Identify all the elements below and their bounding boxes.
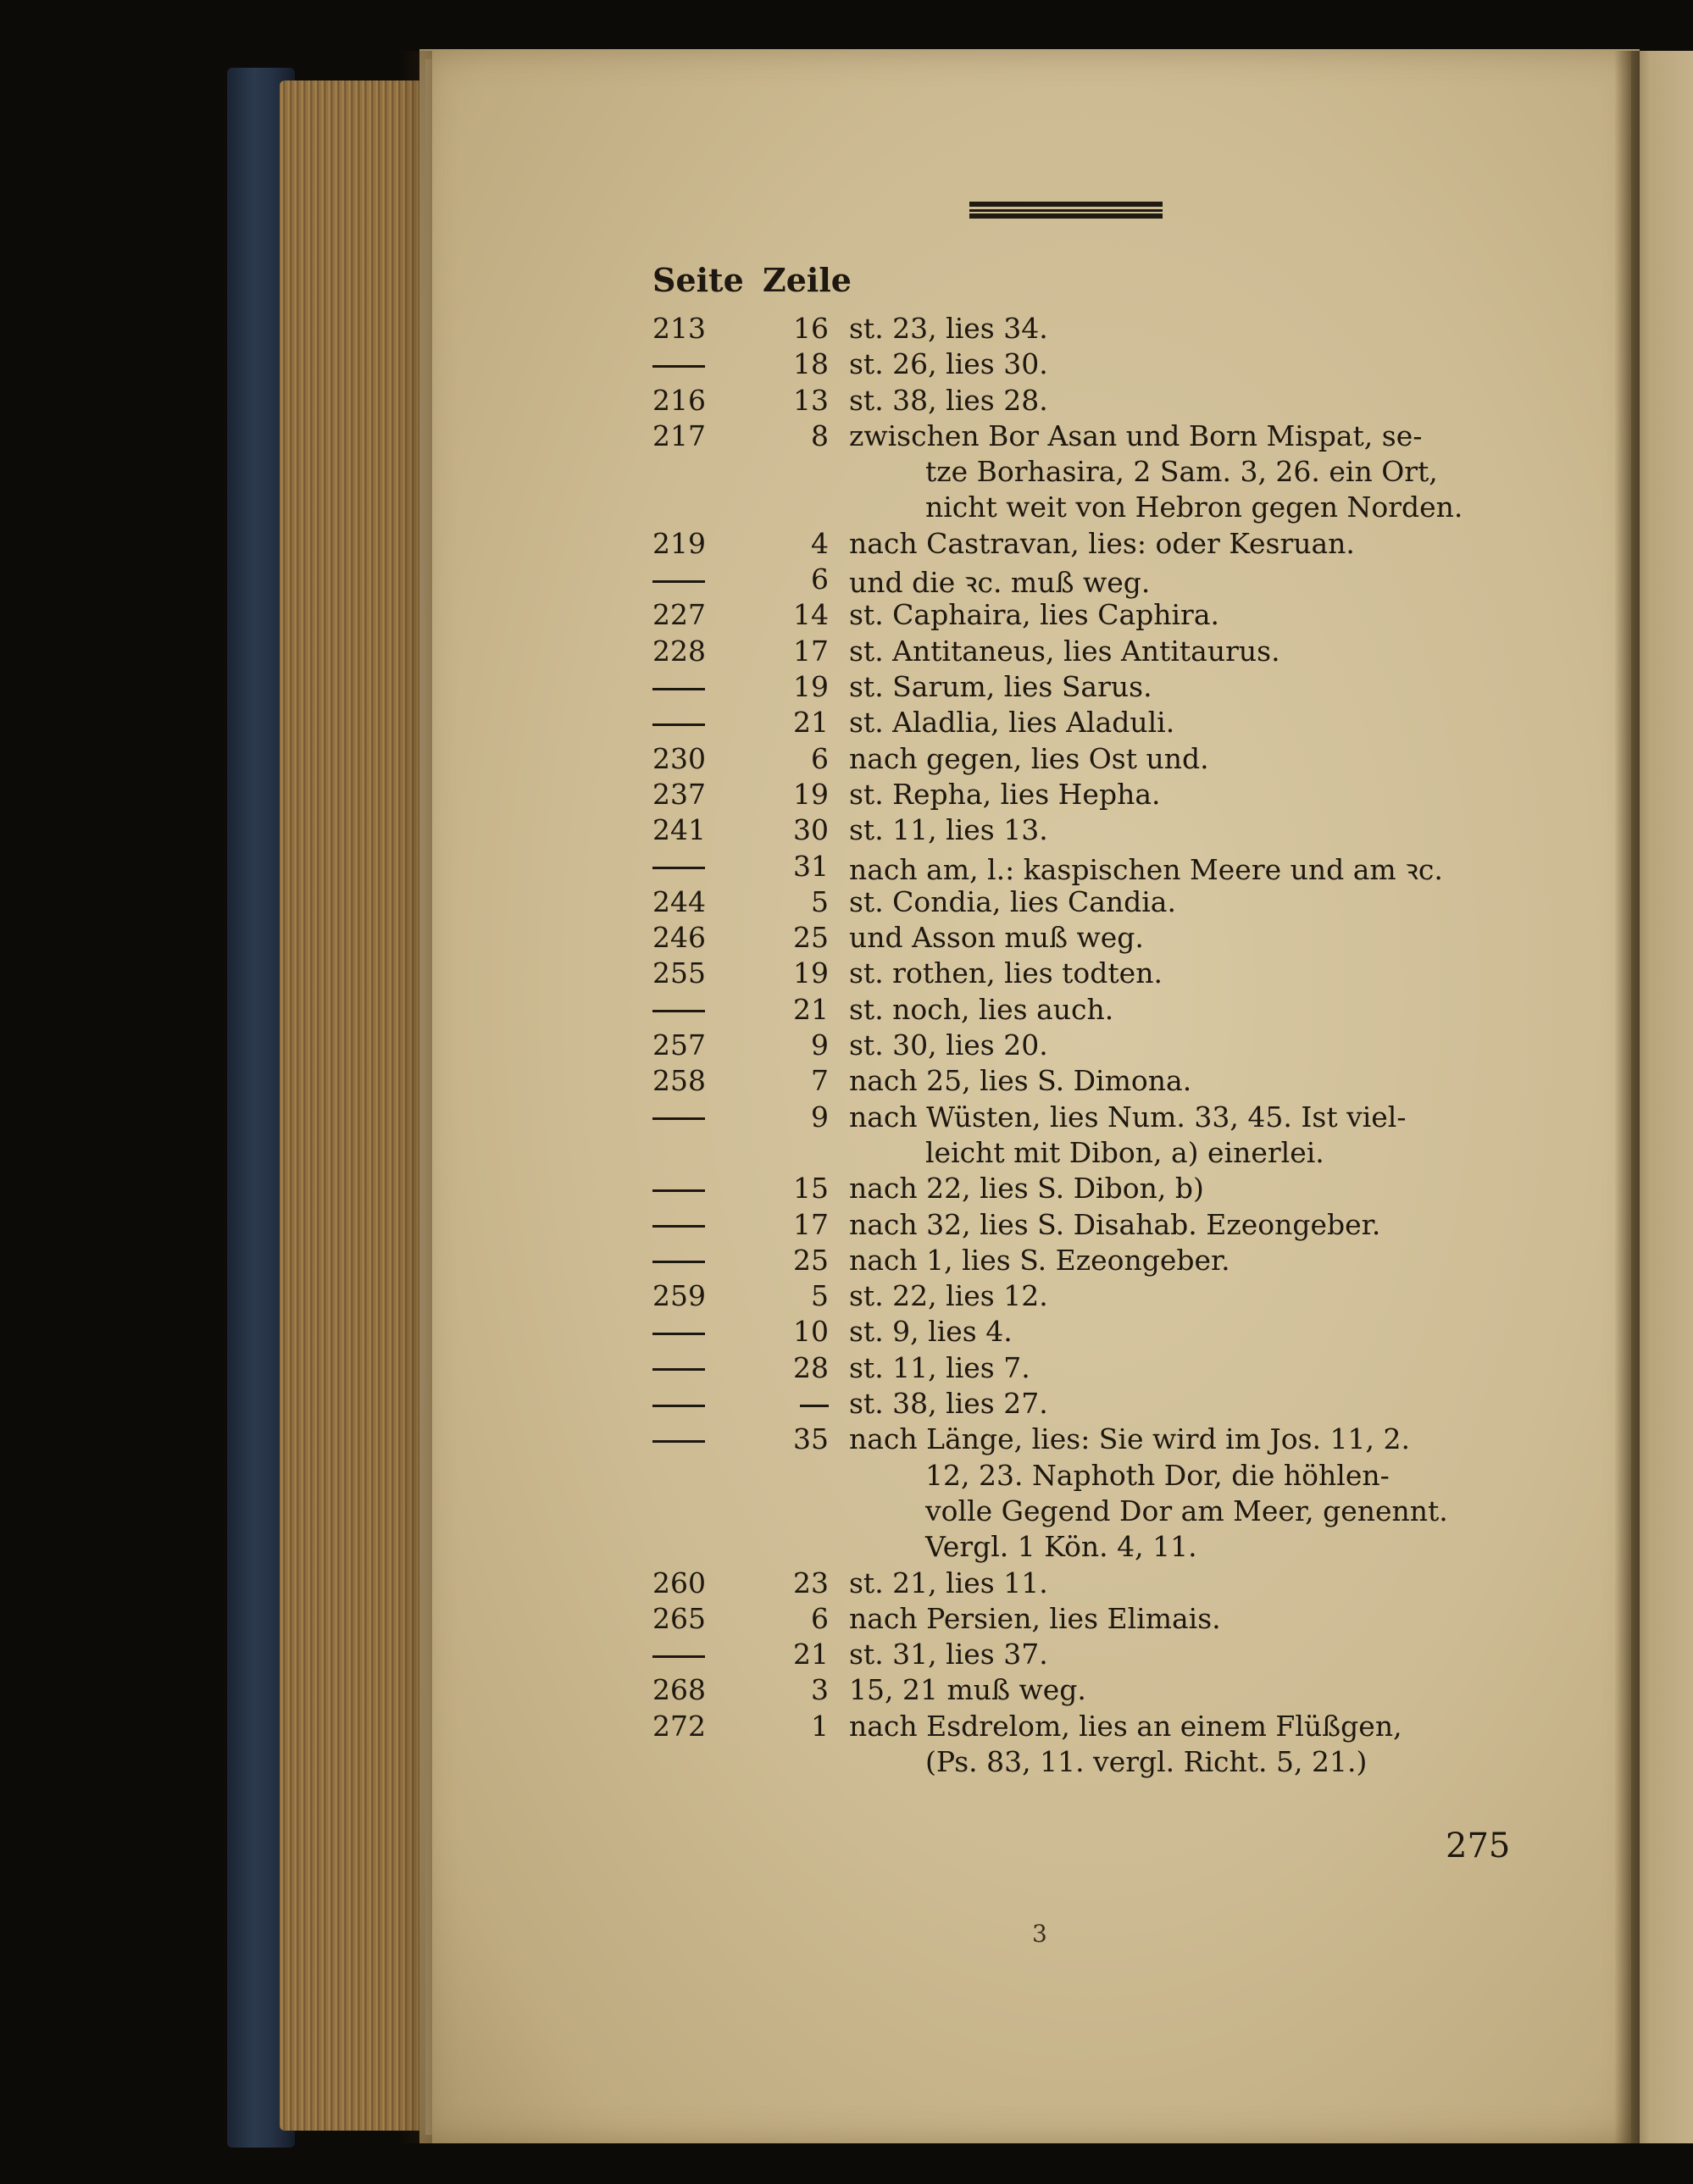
errata-line-number: 6 <box>811 563 829 596</box>
errata-page-number: 259 <box>652 1279 706 1313</box>
errata-page-number <box>652 706 737 739</box>
errata-correction: und Asson muß weg. <box>849 921 1144 955</box>
errata-page-number <box>652 850 737 883</box>
errata-line-number: 6 <box>811 1601 829 1635</box>
errata-line-number: 5 <box>811 884 829 918</box>
ditto-dash <box>652 1261 705 1263</box>
errata-correction: st. Antitaneus, lies Antitaurus. <box>849 634 1280 668</box>
errata-line-number: 15 <box>793 1172 829 1206</box>
errata-line-number: 21 <box>793 992 829 1026</box>
errata-correction: nach Esdrelom, lies an einem Flüßgen, <box>849 1709 1402 1743</box>
errata-correction: nach 25, lies S. Dimona. <box>849 1064 1192 1098</box>
errata-line-number: 3 <box>811 1673 829 1707</box>
ditto-dash <box>652 580 705 583</box>
errata-correction: nach 32, lies S. Disahab. Ezeongeber. <box>849 1207 1381 1241</box>
page-shadow <box>398 51 432 2143</box>
errata-line-number: 10 <box>793 1315 829 1349</box>
errata-correction: zwischen Bor Asan und Born Mispat, se- <box>849 419 1423 452</box>
errata-correction: nach Wüsten, lies Num. 33, 45. Ist viel- <box>849 1100 1407 1134</box>
errata-page-number <box>652 1244 737 1277</box>
errata-page-number <box>652 1315 737 1348</box>
errata-correction-continued: Vergl. 1 Kön. 4, 11. <box>925 1530 1197 1564</box>
errata-correction: st. 26, lies 30. <box>849 347 1048 381</box>
errata-correction: nach Länge, lies: Sie wird im Jos. 11, 2. <box>849 1422 1410 1456</box>
errata-correction: nach gegen, lies Ost und. <box>849 741 1209 775</box>
errata-page-number: 244 <box>652 884 706 918</box>
errata-line-number: 4 <box>811 526 829 560</box>
errata-page-number: 217 <box>652 419 706 452</box>
ditto-dash <box>800 1405 829 1407</box>
ditto-dash <box>652 1655 705 1658</box>
errata-correction: st. Sarum, lies Sarus. <box>849 670 1152 703</box>
errata-line-number: 31 <box>793 849 829 883</box>
errata-line-number: 1 <box>811 1709 829 1743</box>
errata-correction: st. 22, lies 12. <box>849 1279 1048 1313</box>
ditto-dash <box>652 1368 705 1371</box>
errata-page-number <box>652 563 737 596</box>
errata-line-number: 30 <box>793 813 829 847</box>
ditto-dash <box>652 1225 705 1228</box>
errata-page-number: 228 <box>652 634 706 668</box>
errata-line-number: 28 <box>793 1350 829 1384</box>
errata-correction-continued: tze Borhasira, 2 Sam. 3, 26. ein Ort, <box>925 455 1438 489</box>
errata-correction: nach Castravan, lies: oder Kesruan. <box>849 526 1355 560</box>
ditto-dash <box>652 1333 705 1335</box>
errata-line-number: 7 <box>811 1064 829 1098</box>
errata-page-number: 227 <box>652 598 706 632</box>
errata-correction: nach 22, lies S. Dibon, b) <box>849 1172 1204 1206</box>
errata-line-number: 19 <box>793 777 829 811</box>
errata-page-number: 237 <box>652 777 706 811</box>
errata-correction: nach Persien, lies Elimais. <box>849 1601 1221 1635</box>
header-page: Seite <box>652 261 744 299</box>
errata-page-number <box>652 1351 737 1384</box>
errata-correction-continued: leicht mit Dibon, a) einerlei. <box>925 1135 1324 1169</box>
ditto-dash <box>652 723 705 726</box>
errata-correction: st. Aladlia, lies Aladuli. <box>849 706 1175 740</box>
errata-correction: st. 38, lies 27. <box>849 1387 1048 1420</box>
errata-line-number: 17 <box>793 634 829 668</box>
errata-page-number <box>652 347 737 380</box>
errata-page-number: 246 <box>652 921 706 955</box>
errata-line-number: 23 <box>793 1566 829 1599</box>
errata-correction: nach am, l.: kaspischen Meere und am ꝛc. <box>849 852 1443 886</box>
errata-line-number: 21 <box>793 1638 829 1671</box>
ditto-dash <box>652 1440 705 1443</box>
errata-line-number: 18 <box>793 347 829 381</box>
errata-page-number: 257 <box>652 1028 706 1062</box>
errata-page-number: 260 <box>652 1566 706 1599</box>
errata-line-number: 9 <box>811 1100 829 1134</box>
errata-line-number: 14 <box>793 598 829 632</box>
errata-page-number <box>652 1422 737 1455</box>
ornamental-rule <box>969 202 1163 219</box>
errata-page-number <box>652 1638 737 1671</box>
errata-correction-continued: volle Gegend Dor am Meer, genennt. <box>925 1494 1448 1527</box>
signature-mark: 3 <box>1032 1920 1047 1948</box>
ditto-dash <box>652 1117 705 1120</box>
facing-page <box>1631 51 1693 2143</box>
errata-correction: st. Caphaira, lies Caphira. <box>849 598 1219 632</box>
errata-correction: st. rothen, lies todten. <box>849 956 1163 990</box>
errata-correction-continued: nicht weit von Hebron gegen Norden. <box>925 491 1463 524</box>
errata-correction: st. 11, lies 13. <box>849 813 1048 847</box>
errata-line-number: 6 <box>811 741 829 775</box>
ditto-dash <box>652 1189 705 1192</box>
page-number: 275 <box>1446 1826 1511 1865</box>
errata-correction: st. 23, lies 34. <box>849 312 1048 345</box>
ditto-dash <box>652 365 705 368</box>
errata-correction: 15, 21 muß weg. <box>849 1673 1086 1707</box>
errata-line-number: 13 <box>793 383 829 417</box>
errata-line-number: 25 <box>793 921 829 955</box>
errata-page-number: 258 <box>652 1064 706 1098</box>
errata-correction-continued: 12, 23. Naphoth Dor, die höhlen- <box>925 1458 1390 1492</box>
errata-page-number: 241 <box>652 813 706 847</box>
errata-page-number <box>652 670 737 703</box>
errata-correction: st. 9, lies 4. <box>849 1315 1013 1349</box>
errata-correction: st. Repha, lies Hepha. <box>849 777 1161 811</box>
errata-correction: st. Condia, lies Candia. <box>849 884 1176 918</box>
errata-page-number: 272 <box>652 1709 706 1743</box>
errata-correction: st. 38, lies 28. <box>849 383 1048 417</box>
errata-line-number: 35 <box>793 1422 829 1456</box>
errata-line-number <box>769 1387 829 1420</box>
errata-page-number: 265 <box>652 1601 706 1635</box>
ditto-dash <box>652 1405 705 1407</box>
errata-page-number <box>652 1208 737 1241</box>
errata-line-number: 17 <box>793 1207 829 1241</box>
errata-correction: st. 21, lies 11. <box>849 1566 1048 1599</box>
errata-line-number: 5 <box>811 1279 829 1313</box>
errata-line-number: 19 <box>793 670 829 703</box>
ditto-dash <box>652 867 705 869</box>
errata-line-number: 16 <box>793 312 829 345</box>
errata-correction: st. 31, lies 37. <box>849 1638 1048 1671</box>
errata-page-number: 213 <box>652 312 706 345</box>
errata-page-number <box>652 1387 737 1420</box>
errata-correction: und die ꝛc. muß weg. <box>849 566 1151 600</box>
errata-line-number: 19 <box>793 956 829 990</box>
errata-correction: st. 30, lies 20. <box>849 1028 1048 1062</box>
errata-correction-continued: (Ps. 83, 11. vergl. Richt. 5, 21.) <box>925 1744 1368 1778</box>
header-line: Zeile <box>763 261 852 299</box>
errata-page-number <box>652 993 737 1026</box>
errata-page-number <box>652 1100 737 1134</box>
errata-correction: st. 11, lies 7. <box>849 1350 1030 1384</box>
errata-page-number <box>652 1172 737 1205</box>
errata-page-number: 216 <box>652 383 706 417</box>
errata-line-number: 21 <box>793 706 829 740</box>
errata-page-number: 268 <box>652 1673 706 1707</box>
ditto-dash <box>652 688 705 690</box>
errata-correction: st. noch, lies auch. <box>849 992 1114 1026</box>
errata-line-number: 9 <box>811 1028 829 1062</box>
errata-line-number: 25 <box>793 1243 829 1277</box>
errata-page-number: 219 <box>652 526 706 560</box>
errata-page-number: 230 <box>652 741 706 775</box>
errata-line-number: 8 <box>811 419 829 452</box>
gutter-shadow <box>1614 51 1640 2143</box>
ditto-dash <box>652 1010 705 1012</box>
errata-page-number: 255 <box>652 956 706 990</box>
errata-correction: nach 1, lies S. Ezeongeber. <box>849 1243 1230 1277</box>
